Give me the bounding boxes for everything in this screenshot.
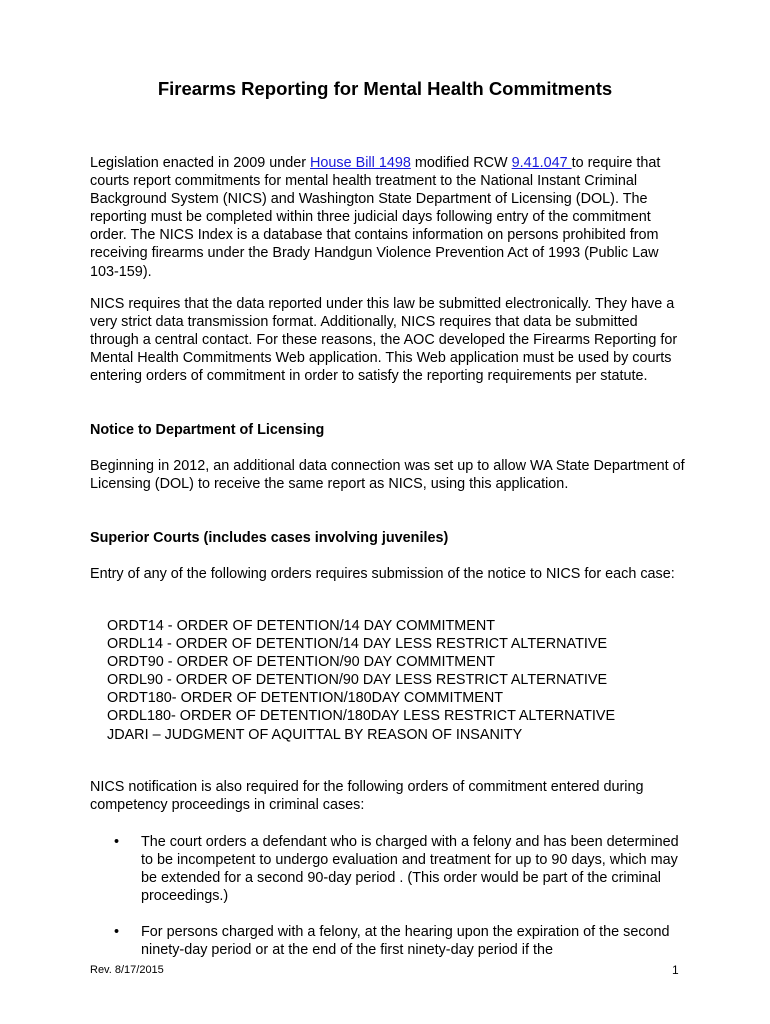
- intro-text-mid: modified RCW: [410, 155, 512, 171]
- rcw-link[interactable]: 9.41.047: [511, 155, 572, 171]
- order-codes-list: [107, 617, 615, 744]
- order-code-item: ORDL180- ORDER OF DETENTION/180DAY LESS RESTRICT ALTERNATIVE: [107, 708, 616, 725]
- bullet-text: The court orders a defendant who is charged with a felony and has been determined to be incompetent to undergo evaluation and treatment for up to 90 days, which may be extended for a second 90-day period . (This order would be part of the criminal proceedings.): [141, 834, 679, 905]
- competency-paragraph: [90, 778, 690, 814]
- order-code-item: ORDL90 - ORDER OF DETENTION/90 DAY LESS RESTRICT ALTERNATIVE: [107, 672, 608, 689]
- competency-text: NICS notification is also required for the following orders of commitment entered during competency proceedings in criminal cases:: [90, 779, 644, 814]
- bullet-icon: •: [114, 834, 120, 850]
- house-bill-link[interactable]: House Bill 1498: [310, 155, 411, 171]
- bullet-text: For persons charged with a felony, at the hearing upon the expiration of the second ninety-day period or at the end of the first ninety-day period if the: [141, 924, 670, 959]
- page-number: 1: [672, 963, 679, 977]
- order-code-item: ORDT90 - ORDER OF DETENTION/90 DAY COMMITMENT: [107, 654, 496, 671]
- superior-courts-paragraph: [90, 565, 690, 583]
- competency-bullet-list: [90, 833, 690, 978]
- order-code-item: ORDT14 - ORDER OF DETENTION/14 DAY COMMITMENT: [107, 618, 496, 634]
- nics-requirements-paragraph: [90, 295, 690, 385]
- page-title: Firearms Reporting for Mental Health Commitments: [157, 78, 613, 99]
- order-code-item: ORDT180- ORDER OF DETENTION/180DAY COMMITMENT: [107, 690, 504, 707]
- dol-heading: Notice to Department of Licensing: [90, 422, 325, 438]
- bullet-item: [90, 923, 690, 959]
- superior-courts-text: Entry of any of the following orders requires submission of the notice to NICS for each case:: [90, 566, 675, 582]
- intro-text-start: Legislation enacted in 2009 under: [90, 155, 311, 171]
- order-code-item: JDARI – JUDGMENT OF AQUITTAL BY REASON OF INSANITY: [107, 726, 523, 743]
- bullet-icon: •: [114, 924, 120, 941]
- intro-text-end: to require that courts report commitments for mental health treatment to the National Instant Criminal Background System (NICS) and Washington State Department of Licensing (DOL). The reporting must be completed within three judicial days following entry of the commitment order. The NICS Index is a database that contains information on persons prohibited from receiving firearms under the Brady Handgun Violence Prevention Act of 1993 (Public Law 103-159).: [90, 155, 661, 280]
- dol-paragraph: [90, 457, 690, 493]
- revision-date: Rev. 8/17/2015: [90, 964, 164, 976]
- intro-paragraph: [90, 154, 690, 281]
- bullet-item: [90, 833, 690, 905]
- superior-courts-heading: Superior Courts (includes cases involving juveniles): [90, 530, 449, 546]
- order-code-item: ORDL14 - ORDER OF DETENTION/14 DAY LESS RESTRICT ALTERNATIVE: [107, 636, 608, 653]
- dol-text: Beginning in 2012, an additional data connection was set up to allow WA State Department of Licensing (DOL) to receive the same report as NICS, using this application.: [90, 458, 685, 493]
- nics-requirements-text: NICS requires that the data reported under this law be submitted electronically. They have a very strict data transmission format. Additionally, NICS requires that data be submitted through a central contact. For these reasons, the AOC developed the Firearms Reporting for Mental Health Commitments Web application. This Web application must be used by courts entering orders of commitment in order to satisfy the reporting requirements per statute.: [90, 296, 678, 385]
